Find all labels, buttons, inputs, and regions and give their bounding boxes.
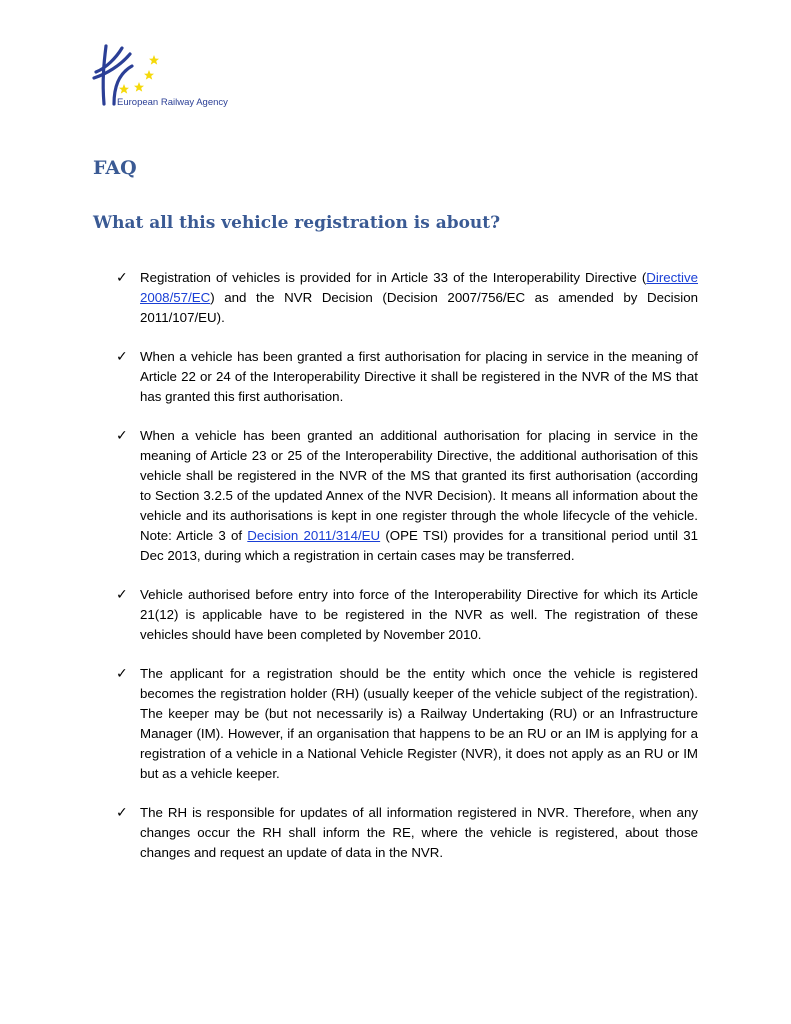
checkmark-icon: ✓ xyxy=(116,349,128,365)
list-item xyxy=(0,347,791,407)
text-segment: Vehicle authorised before entry into force of the Interoperability Directive for which its Article 21(12) is applicable have to be registered in the NVR as well. The registration of these vehicles should have been completed by November 2010. xyxy=(140,587,698,642)
list-item-text xyxy=(140,803,698,863)
text-segment: When a vehicle has been granted an additional authorisation for placing in service in the meaning of Article 23 or 25 of the Interoperability Directive, the additional authorisation of this vehicle shall be registered in the NVR of the MS that granted its first authorisation (according to Section 3.2.5 of the updated Annex of the NVR Decision). It means all information about the vehicle and its authorisations is kept in one register through the whole lifecycle of the vehicle. Note: Article 3 of xyxy=(140,428,698,543)
list-item-text xyxy=(140,347,698,407)
list-item xyxy=(0,585,791,645)
list-item-text xyxy=(140,426,698,566)
list-item-text xyxy=(140,664,698,784)
text-segment: When a vehicle has been granted a first authorisation for placing in service in the meaning of Article 22 or 24 of the Interoperability Directive it shall be registered in the NVR of the MS that has granted this first authorisation. xyxy=(140,349,698,404)
list-item xyxy=(0,803,791,863)
checkmark-icon: ✓ xyxy=(116,805,128,821)
document-link[interactable]: Directive 2008/57/EC xyxy=(140,270,698,305)
logo-text: European Railway Agency xyxy=(117,97,228,108)
text-segment: The applicant for a registration should be the entity which once the vehicle is registered becomes the registration holder (RH) (usually keeper of the vehicle subject of the registration). The keeper may be (but not necessarily is) a Railway Undertaking (RU) or an Infrastructure Manager (IM). However, if an organisation that happens to be an RU or an IM is applying for a registration of a vehicle in a National Vehicle Register (NVR), it does not apply as an RU or IM but as a vehicle keeper. xyxy=(140,666,698,781)
list-item xyxy=(0,664,791,784)
checkmark-icon: ✓ xyxy=(116,666,128,682)
list-item xyxy=(0,426,791,566)
list-item-text xyxy=(140,268,698,328)
text-segment: Registration of vehicles is provided for in Article 33 of the Interoperability Directive ( xyxy=(140,270,647,285)
checkmark-icon: ✓ xyxy=(116,587,128,603)
list-item-text xyxy=(140,585,698,645)
text-segment: ) and the NVR Decision (Decision 2007/756/EC as amended by Decision 2011/107/EU). xyxy=(140,290,698,325)
list-item xyxy=(0,268,791,328)
question-heading: What all this vehicle registration is about? xyxy=(93,213,501,233)
checkmark-icon: ✓ xyxy=(116,428,128,444)
document-link[interactable]: Decision 2011/314/EU xyxy=(247,528,381,543)
checkmark-icon: ✓ xyxy=(116,270,128,286)
text-segment: (OPE TSI) provides for a transitional period until 31 Dec 2013, during which a registration in certain cases may be transferred. xyxy=(140,528,698,563)
faq-list xyxy=(0,268,791,882)
page-title: FAQ xyxy=(93,157,137,179)
text-segment: The RH is responsible for updates of all information registered in NVR. Therefore, when any changes occur the RH shall inform the RE, where the vehicle is registered, about those changes and request an update of data in the NVR. xyxy=(140,805,698,860)
